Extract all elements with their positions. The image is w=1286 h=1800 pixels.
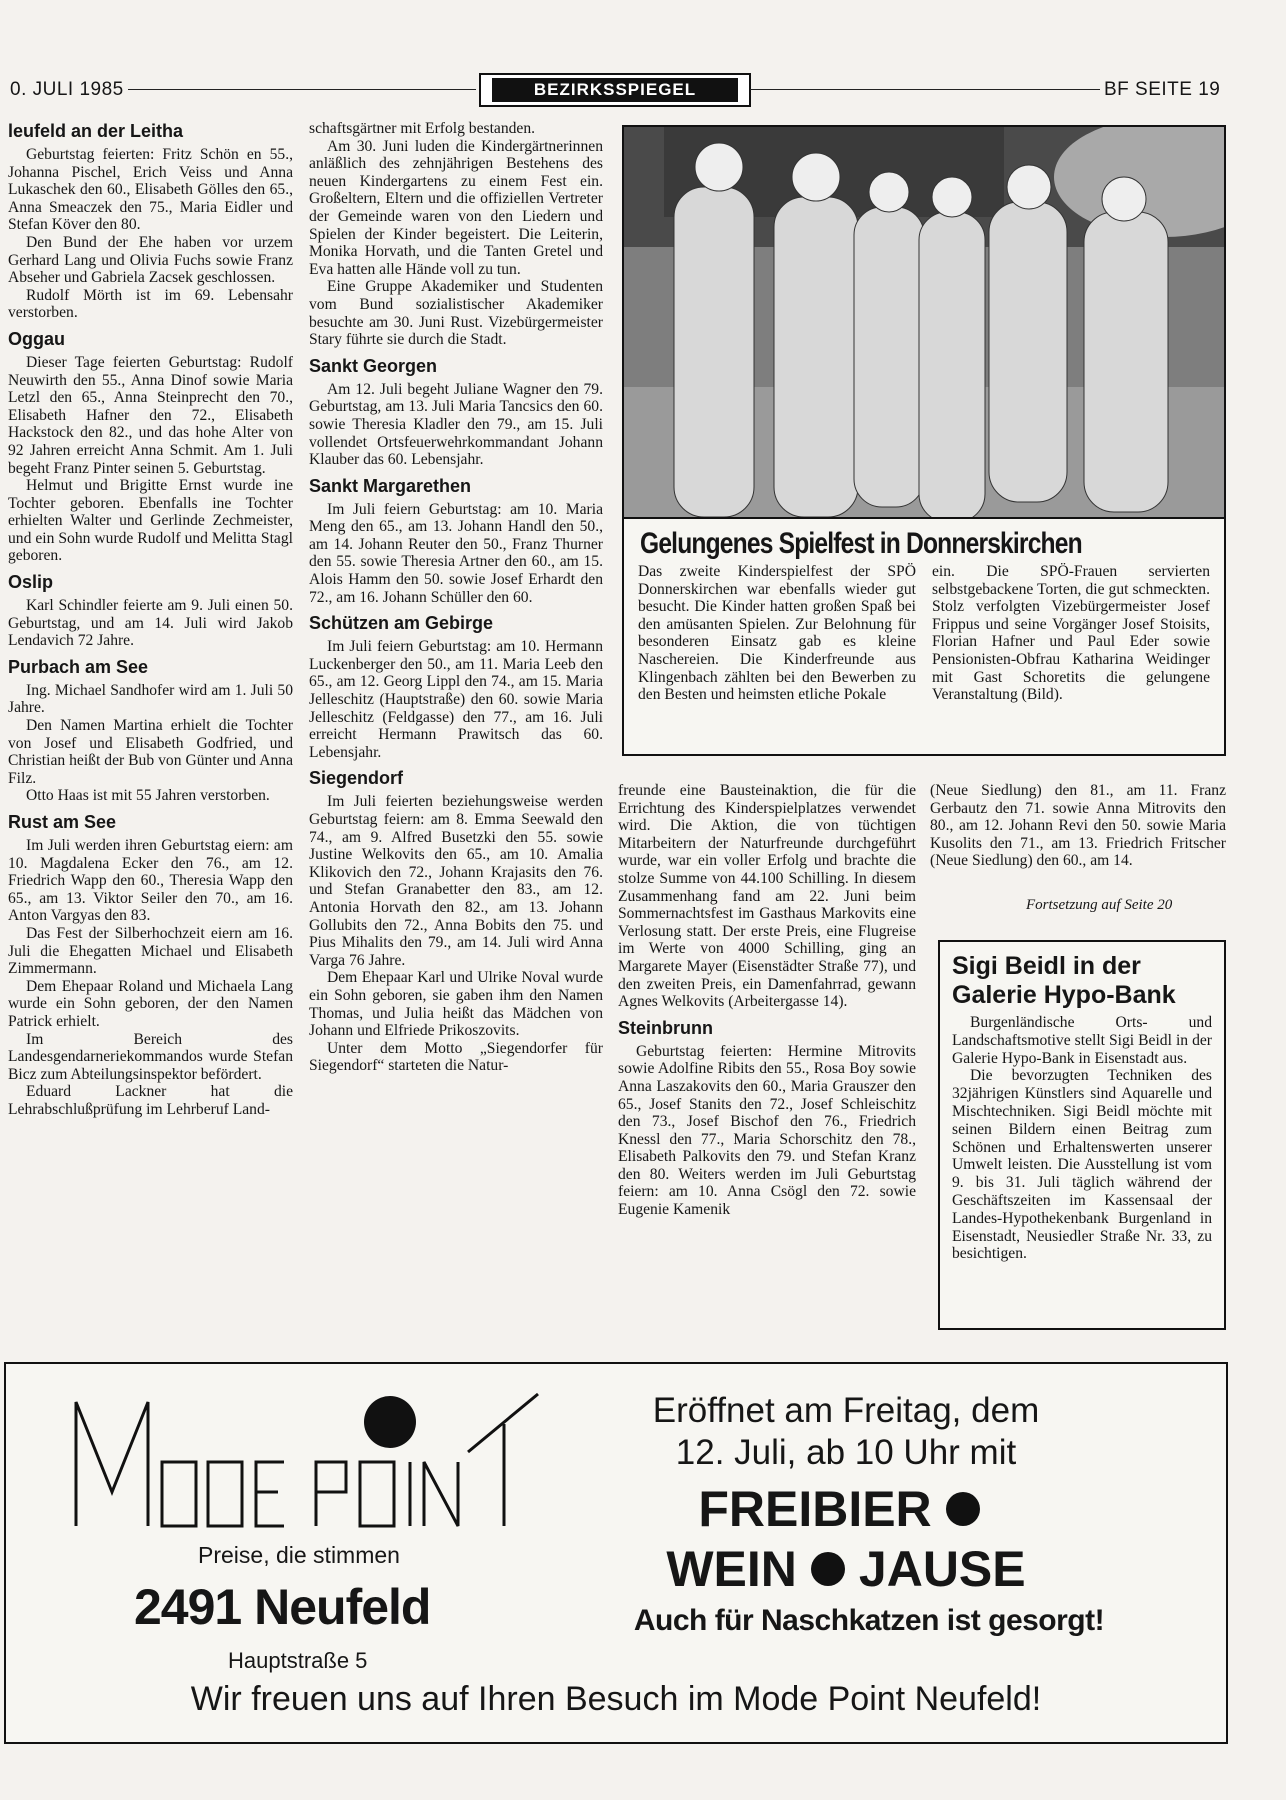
bullet-dot-icon bbox=[946, 1492, 980, 1526]
section-heading: Oslip bbox=[8, 572, 54, 593]
article-paragraph: Am 30. Juni luden die Kindergärtnerinnen anläßlich des zehnjährigen Bestehens des neuen Kindergartens zu einem Fest ein. Großeltern, Eltern und die offiziellen Vertreter der Gemeinde waren von den Liedern und Spielen der Kinder begeistert. Die Leiterin, Monika Horvath, und die Tanten Gretel und Eva hatten alle Hände voll zu tun. bbox=[309, 137, 603, 278]
ad-freibier: FREIBIER bbox=[698, 1481, 932, 1537]
section-heading: Steinbrunn bbox=[618, 1017, 713, 1038]
ad-slogan: Preise, die stimmen bbox=[198, 1542, 400, 1568]
article-paragraph: Geburtstag feierten: Fritz Schön en 55., Johanna Pischel, Erich Veiss und Anna Lukaschek den 60., Elisabeth Gölles den 65., Anna Smeaczek den 75., Maria Eidler und Stefan Köver den 80. bbox=[8, 146, 293, 234]
bullet-dot-icon bbox=[811, 1552, 845, 1586]
header-rule-left bbox=[128, 89, 476, 90]
sigi-headline: Sigi Beidl in der Galerie Hypo-Bank bbox=[952, 952, 1176, 1009]
story-text-left: Das zweite Kinderspielfest der SPÖ Donnerskirchen war ebenfalls wieder gut besucht. Die Kinder hatten großen Spaß bei den amüsanten Spielen. Zur Belohnung für besonderen Einsatz gab es kleine Naschereien. Die Kinderfreunde aus Klingenbach zählten bei den Bewerben zu den Besten und heimsten etliche Pokale bbox=[638, 563, 916, 704]
article-paragraph: Den Namen Martina erhielt die Tochter von Josef und Elisabeth Godfried, und Christian heißt der Bub von Günter und Anna Filz. bbox=[8, 717, 293, 787]
mode-point-logo bbox=[72, 1392, 542, 1532]
article-paragraph: Helmut und Brigitte Ernst wurde ine Tochter geboren. Ebenfalls ine Tochter erhielten Walter und Gerlinde Zechmeister, und ein Sohn wurde Rudolf und Melitta Stagl geboren. bbox=[8, 477, 293, 565]
article-paragraph: Den Bund der Ehe haben vor urzem Gerhard Lang und Olivia Fuchs sowie Franz Abseher und Gabriela Zacsek geschlossen. bbox=[8, 233, 293, 287]
article-paragraph: Otto Haas ist mit 55 Jahren verstorben. bbox=[26, 787, 270, 805]
ad-city: 2491 Neufeld bbox=[134, 1579, 431, 1635]
article-paragraph: (Neue Siedlung) den 81., am 11. Franz Gerbautz den 71. sowie Anna Mitrovits den 80., am 12. Johann Revi den 50. sowie Maria Kusolits den 71., am 13. Friedrich Fritscher (Neue Siedlung) den 60., am 14. bbox=[930, 782, 1226, 870]
article-paragraph: Am 12. Juli begeht Juliane Wagner den 79. Geburtstag, am 13. Juli Maria Tancsics den 60. sowie Theresia Kladler den 79., am 15. Juli vollendet Ortsfeuerwehrkommandant Johann Klauber das 60. Lebensjahr. bbox=[309, 380, 603, 469]
article-paragraph: Dieser Tage feierten Geburtstag: Rudolf Neuwirth den 55., Anna Dinof sowie Maria Letzl den 65., Anna Steinprecht den 70., Elisabeth Hafner den 72., Elisabeth Hackstock den 82., und das hohe Alter von 92 Jahren erreicht Anna Schmit. Am 1. Juli begeht Franz Pinter seinen 5. Geburtstag. bbox=[8, 353, 293, 477]
article-paragraph: Im Juli feierten beziehungsweise werden Geburtstag feiern: am 8. Emma Seewald den 74., am 9. Alfred Busetzki den 55. sowie Justine Welkovits den 65., am 10. Amalia Klikovich den 72., Johann Krajasits den 76. und Stefan Granabetter den 83., am 12. Antonia Horvath den 82., am 13. Johann Gollubits den 72., Anna Bobits den 75. und Pius Mihalits den 79., am 14. Juli wird Anna Varga 76 Jahre. bbox=[309, 793, 603, 969]
article-paragraph: Dem Ehepaar Roland und Michaela Lang wurde ein Sohn geboren, der den Namen Patrick erhielt. bbox=[8, 977, 293, 1030]
issue-date: 0. JULI 1985 bbox=[10, 79, 124, 100]
article-paragraph: Geburtstag feierten: Hermine Mitrovits sowie Adolfine Ribits den 55., Rosa Boy sowie Anna Laszakovits den 60., Maria Grauszer den 65., Josef Stanits den 72., Josef Schleischitz den 73., Josef Bischof den 76., Friedrich Knessl den 77., Maria Schorschitz den 78., Elisabeth Palkovits den 79. und Stefan Kranz den 80. Weiters werden im Juli Geburtstag feiern: am 10. Anna Csögl den 72. sowie Eugenie Kamenik bbox=[618, 1042, 916, 1219]
group-photo bbox=[622, 125, 1226, 521]
column-1 bbox=[8, 120, 293, 1342]
article-paragraph: schaftsgärtner mit Erfolg bestanden. bbox=[309, 120, 536, 137]
section-heading: Sankt Margarethen bbox=[309, 475, 472, 496]
article-paragraph: Dem Ehepaar Karl und Ulrike Noval wurde ein Sohn geboren, sie gaben ihm den Namen Thomas, und Julia heißt das Mädchen von Johann und Elfriede Prikoszovits. bbox=[309, 969, 603, 1040]
header-rule-right bbox=[750, 89, 1100, 90]
page-number: BF SEITE 19 bbox=[1104, 79, 1221, 100]
section-heading: Siegendorf bbox=[309, 768, 404, 789]
article-paragraph: Im Juli feiern Geburtstag: am 10. Hermann Luckenberger den 50., am 11. Maria Leeb den 65., am 12. Georg Lippl den 74., am 15. Maria Jelleschitz (Hauptstraße) den 60. sowie Maria Jelleschitz (Feldgasse) den 77., am 16. Juli erreicht Hermann Prawitsch das 60. Lebensjahr. bbox=[309, 638, 603, 761]
story-text-right: ein. Die SPÖ-Frauen servierten selbstgebackene Torten, die gut schmeckten. Stolz verfolgten Vizebürgermeister Josef Frippus und seine Vorgänger Josef Stoisits, Florian Hafner und Paul Eder sowie Pensionisten-Obfrau Katharina Weidinger mit Gast Schoretits die gelungene Veranstaltung (Bild). bbox=[932, 563, 1210, 704]
ad-wein-jause-line bbox=[606, 1540, 1086, 1598]
ad-freibier-line bbox=[606, 1480, 1086, 1538]
article-paragraph: Im Bereich des Landesgendarneriekommandos wurde Stefan Bicz zum Abteilungsinspektor befördert. bbox=[8, 1030, 293, 1083]
section-title: BEZIRKSSPIEGEL bbox=[492, 78, 738, 102]
ad-footer: Wir freuen uns auf Ihren Besuch im Mode Point Neufeld! bbox=[190, 1680, 1042, 1718]
section-heading: Rust am See bbox=[8, 812, 117, 832]
ad-naschkatzen: Auch für Naschkatzen ist gesorgt! bbox=[633, 1604, 1105, 1637]
photo-illustration bbox=[624, 127, 1224, 519]
column-4 bbox=[930, 782, 1226, 892]
ad-opening-text: Eröffnet am Freitag, dem 12. Juli, ab 10 Uhr mit bbox=[652, 1391, 1040, 1472]
article-paragraph: Im Juli feiern Geburtstag: am 10. Maria Meng den 65., am 13. Johann Handl den 50., am 14. Johann Reuter den 50., Franz Thurner den 55. sowie Theresia Artner den 60., am 15. Alois Hamm den 50. sowie Josef Erhardt den 72., am 16. Johann Schüller den 60. bbox=[309, 500, 603, 606]
article-paragraph: Eine Gruppe Akademiker und Studenten vom Bund sozialistischer Akademiker besuchte am 30. Juni Rust. Vizebürgermeister Stary führte sie durch die Stadt. bbox=[309, 278, 603, 349]
section-heading: Sankt Georgen bbox=[309, 355, 438, 376]
mode-point-advertisement bbox=[4, 1362, 1228, 1744]
sigi-beidl-box bbox=[938, 940, 1226, 1330]
article-paragraph: Karl Schindler feierte am 9. Juli einen 50. Geburtstag, und am 14. Juli wird Jakob Lendavich 72 Jahre. bbox=[8, 597, 293, 650]
article-paragraph: Ing. Michael Sandhofer wird am 1. Juli 50 Jahre. bbox=[8, 681, 293, 717]
section-heading: Schützen am Gebirge bbox=[309, 613, 494, 634]
article-paragraph: Das Fest der Silberhochzeit eiern am 16. Juli die Ehegatten Michael und Elisabeth Zimmermann. bbox=[8, 924, 293, 978]
ad-jause: JAUSE bbox=[858, 1541, 1026, 1597]
section-heading: leufeld an der Leitha bbox=[8, 121, 184, 141]
story-headline: Gelungenes Spielfest in Donnerskirchen bbox=[640, 527, 1082, 560]
article-paragraph: Unter dem Motto „Siegendorfer für Siegendorf“ starteten die Natur- bbox=[309, 1039, 603, 1075]
article-paragraph: Eduard Lackner hat die Lehrabschlußprüfung im Lehrberuf Land- bbox=[8, 1083, 293, 1118]
ad-wein: WEIN bbox=[666, 1541, 797, 1597]
story-body bbox=[624, 561, 1224, 704]
continuation-note: Fortsetzung auf Seite 20 bbox=[1026, 897, 1173, 913]
section-heading: Oggau bbox=[8, 328, 65, 349]
section-heading: Purbach am See bbox=[8, 656, 149, 677]
article-paragraph: freunde eine Bausteinaktion, die für die Errichtung des Kinderspielplatzes verwendet wird. Die Aktion, die von tüchtigen Mitarbeitern der Naturfreunde durchgeführt wurde, war ein voller Erfolg und brachte die stolze Summe von 44.100 Schilling. In diesem Zusammenhang fand am 22. Juni beim Sommernachtsfest im Gasthaus Markovits eine Verlosung statt. Der erste Preis, eine Flugreise im Werte von 4000 Schilling, ging an Margarete Mayer (Eisenstädter Straße 77), und den zweiten Preis, ein Damenfahrrad, gewann Agnes Welkovits (Arbeitergasse 14). bbox=[618, 782, 916, 1011]
article-paragraph: Rudolf Mörth ist im 69. Lebensahr verstorben. bbox=[8, 286, 293, 322]
article-paragraph: Im Juli werden ihren Geburtstag eiern: am 10. Magdalena Ecker den 76., am 12. Friedrich Wapp den 60., Theresia Wapp den 65., am 13. Viktor Seiler den 70., am 16. Anton Vargyas den 83. bbox=[8, 837, 293, 925]
sigi-paragraph: Burgenländische Orts- und Landschaftsmotive stellt Sigi Beidl in der Galerie Hypo-Bank in Eisenstadt aus. bbox=[952, 1014, 1212, 1067]
column-2 bbox=[309, 120, 603, 1342]
section-banner bbox=[479, 73, 751, 107]
sigi-paragraph: Die bevorzugten Techniken des 32jährigen Künstlers sind Aquarelle und Mischtechniken. Sigi Beidl möchte mit seinen Bildern einen Beitrag zum Schönen und Erhaltenswerten unserer Umwelt leisten. Die Ausstellung ist vom 9. bis 31. Juli täglich während der Geschäftszeiten im Kassensaal der Landes-Hypothekenbank Burgenland in Eisenstadt, Neusiedler Straße Nr. 33, zu besichtigen. bbox=[952, 1067, 1212, 1263]
column-3 bbox=[618, 782, 916, 1342]
story-box-spielfest bbox=[622, 517, 1226, 756]
ad-street: Hauptstraße 5 bbox=[228, 1648, 368, 1673]
